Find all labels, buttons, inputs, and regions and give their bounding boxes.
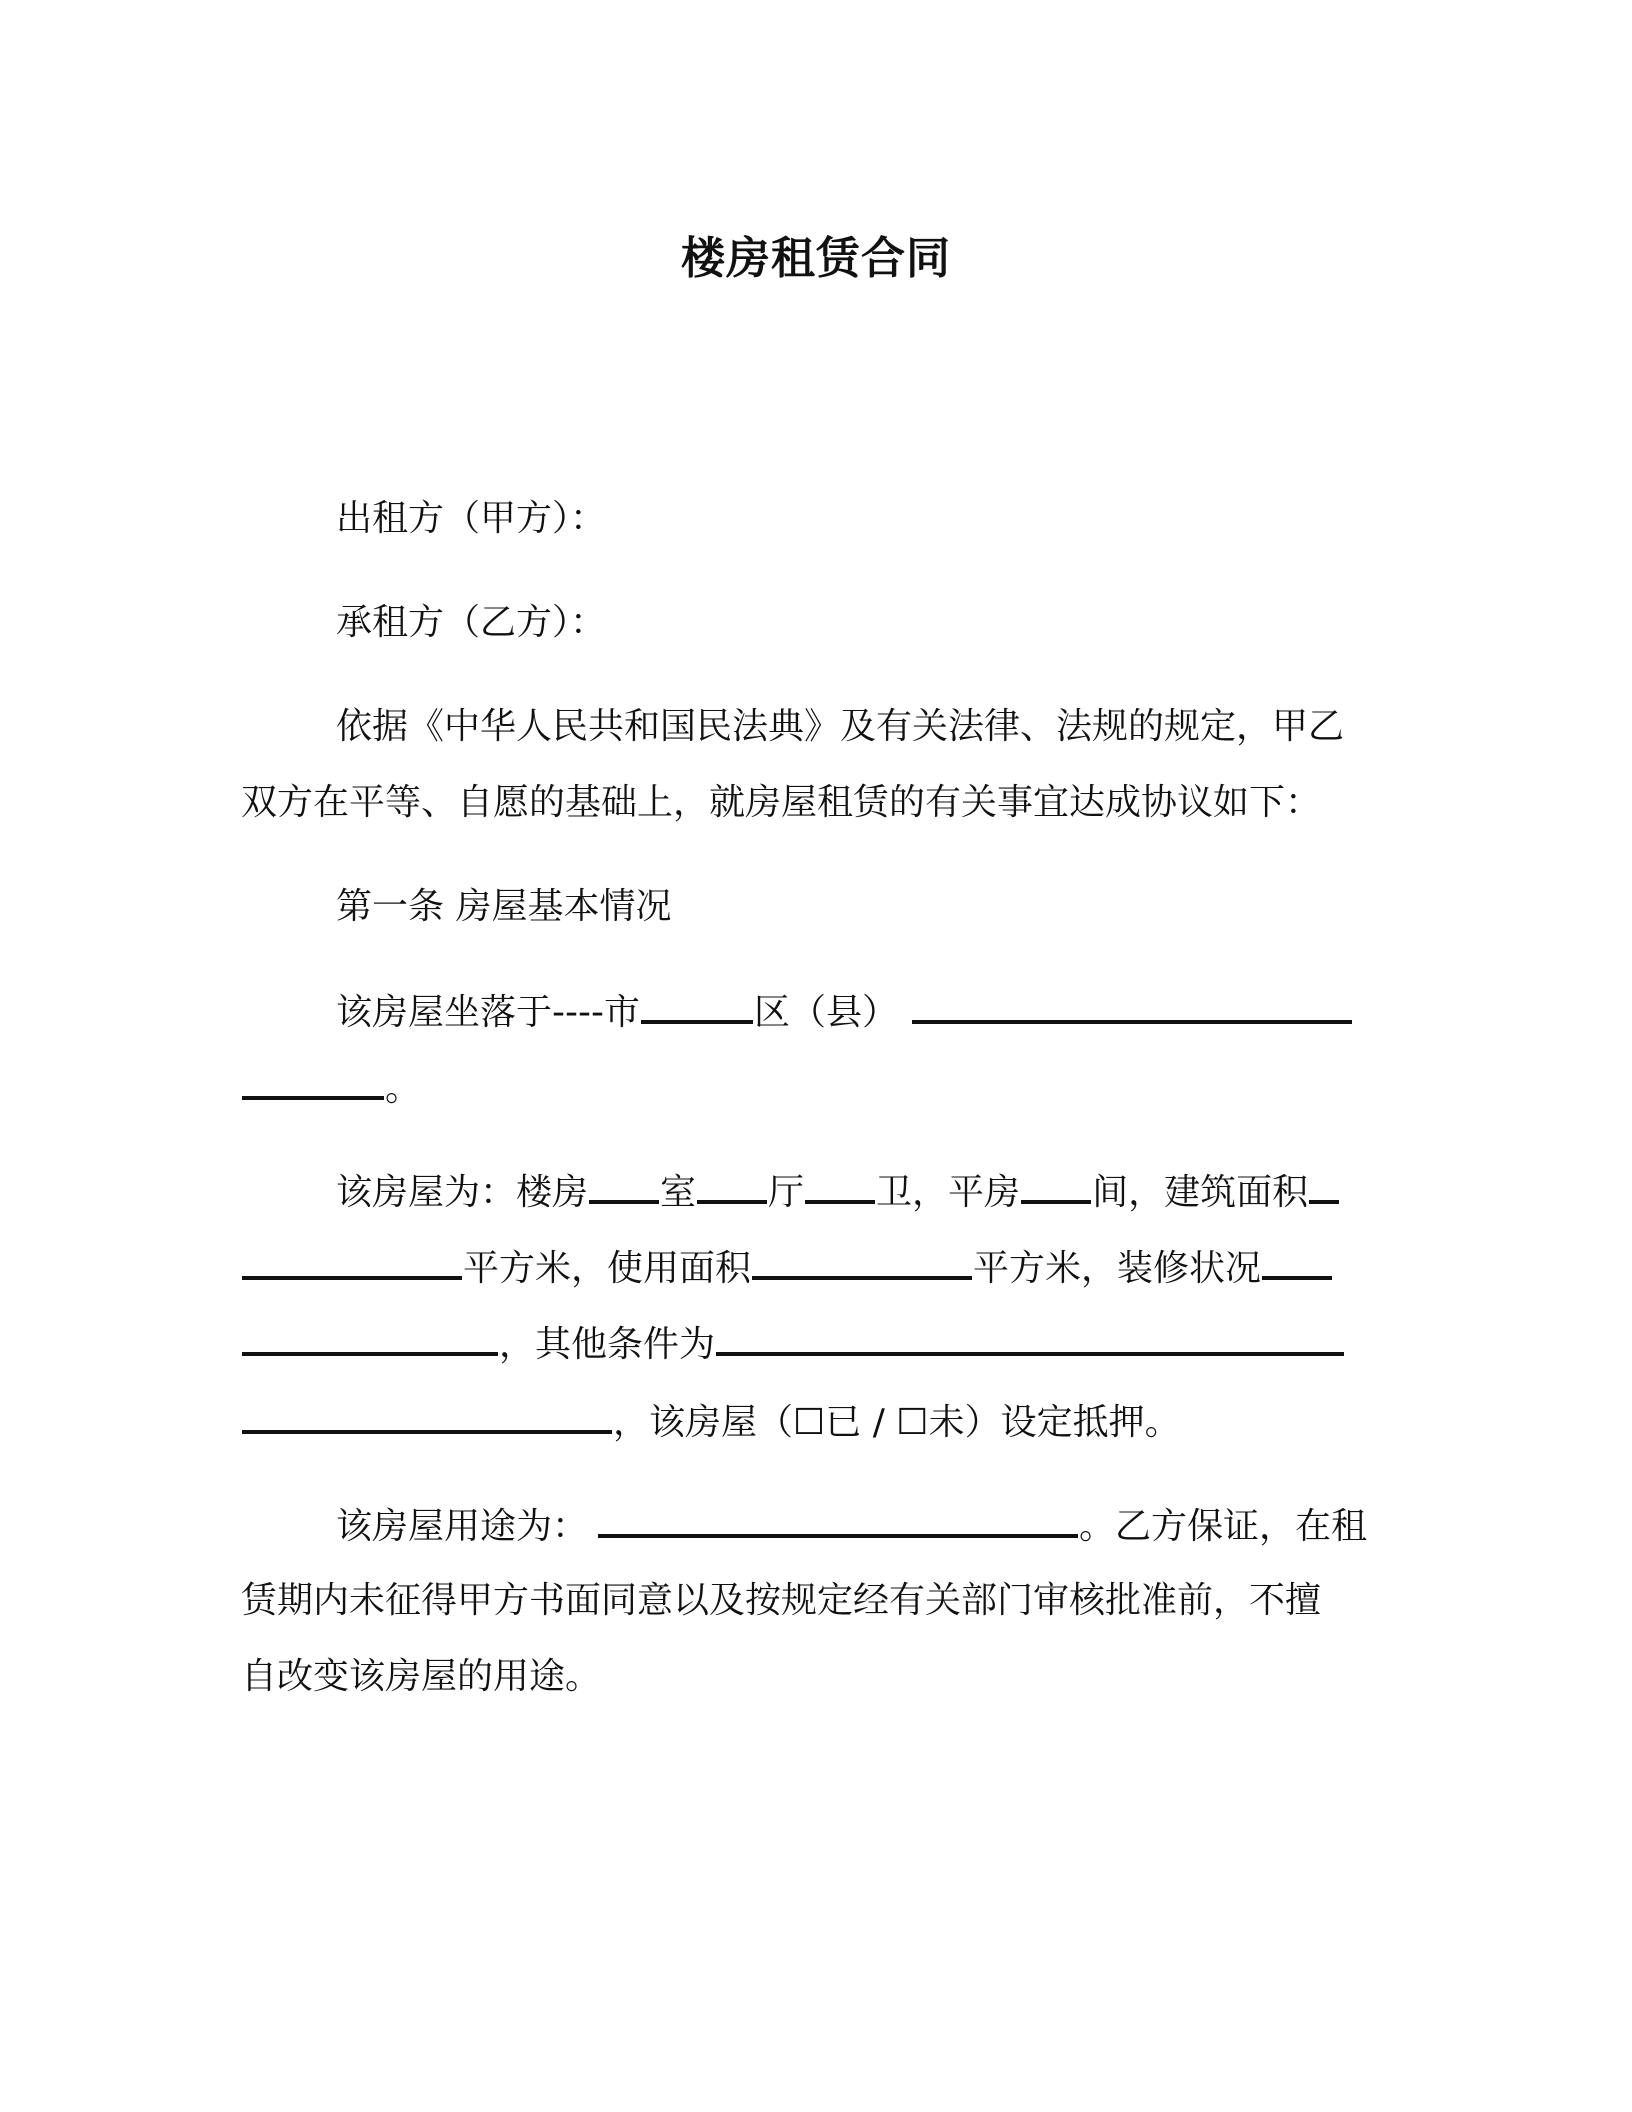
size-line-2 (241, 1242, 1333, 1294)
usage-line-2: 赁期内未征得甲方书面同意以及按规定经有关部门审核批准前，不擅 (241, 1580, 1322, 1621)
other-conditions-blank[interactable] (716, 1318, 1344, 1356)
district-blank[interactable] (641, 986, 753, 1024)
document-title: 楼房租赁合同 (681, 233, 951, 284)
district-label: 区（县） (753, 992, 898, 1033)
bungalow-blank[interactable] (1021, 1166, 1091, 1204)
usage-line1-tail: 。乙方保证，在租 (1079, 1506, 1368, 1547)
preamble-line-2: 双方在平等、自愿的基础上，就房屋租赁的有关事宜达成协议如下： (241, 782, 1322, 823)
mortgage-text: ，该房屋（☐已 / ☐未）设定抵押。 (613, 1402, 1181, 1443)
usage-line-3: 自改变该房屋的用途。 (241, 1656, 602, 1697)
sqm2-label: 平方米，装修状况 (973, 1248, 1262, 1289)
usage-line-1 (336, 1500, 1367, 1552)
size-prefix: 该房屋为：楼房 (336, 1172, 589, 1213)
size-line-1 (336, 1166, 1340, 1218)
lessee-label: 承租方（乙方）： (336, 602, 607, 643)
usage-blank[interactable] (598, 1500, 1078, 1538)
jian-label: 间，建筑面积 (1092, 1172, 1309, 1213)
room-blank[interactable] (589, 1166, 659, 1204)
other-conditions-blank-cont[interactable] (242, 1396, 612, 1434)
bath-blank[interactable] (805, 1166, 875, 1204)
built-area-blank[interactable] (1309, 1166, 1339, 1204)
size-line-3 (241, 1318, 1345, 1370)
lessor-label: 出租方（甲方）： (336, 498, 607, 539)
sqm1-label: 平方米，使用面积 (463, 1248, 752, 1289)
location-line (336, 986, 1353, 1038)
location-prefix: 该房屋坐落于----市 (336, 992, 640, 1033)
size-line-4 (241, 1396, 1181, 1448)
decoration-blank-cont[interactable] (242, 1318, 498, 1356)
hall-label: 厅 (768, 1172, 805, 1213)
usable-area-blank[interactable] (752, 1242, 972, 1280)
article1-heading: 第一条 房屋基本情况 (336, 886, 672, 927)
preamble-line-1: 依据《中华人民共和国民法典》及有关法律、法规的规定，甲乙 (336, 706, 1345, 747)
address-blank-cont[interactable] (242, 1062, 384, 1100)
usage-prefix: 该房屋用途为： (336, 1506, 589, 1547)
location-line-2 (241, 1062, 421, 1114)
hall-blank[interactable] (697, 1166, 767, 1204)
bath-label: 卫，平房 (876, 1172, 1021, 1213)
location-end: 。 (385, 1068, 422, 1109)
built-area-blank-cont[interactable] (242, 1242, 462, 1280)
address-blank[interactable] (912, 986, 1352, 1024)
room-label: 室 (660, 1172, 697, 1213)
other-conditions-label: ，其他条件为 (499, 1324, 716, 1365)
decoration-blank[interactable] (1262, 1242, 1332, 1280)
